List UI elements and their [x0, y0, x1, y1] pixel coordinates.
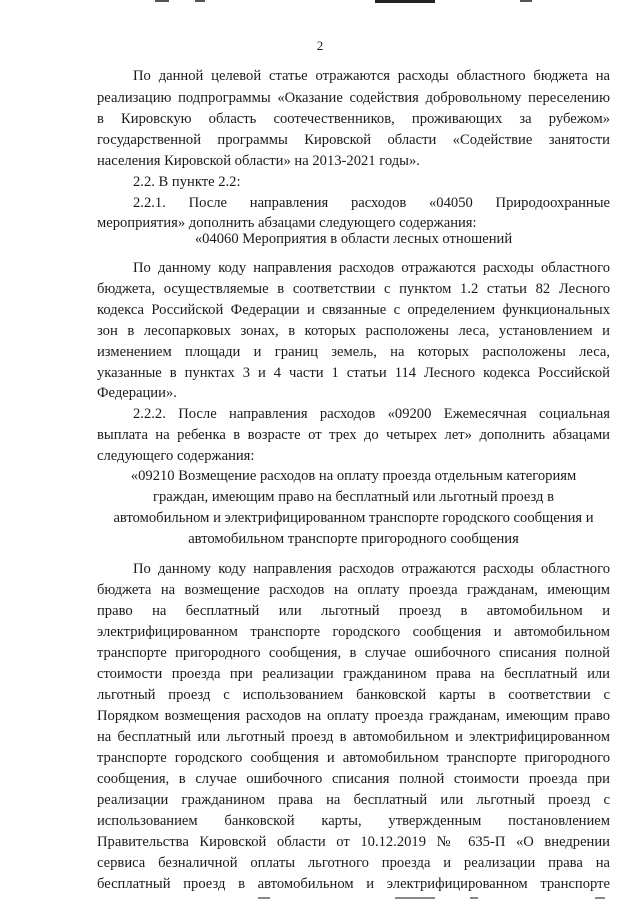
text-line: сервиса безналичной оплаты льготного проезда и реализации права на [97, 854, 610, 871]
text-line: мероприятия» дополнить абзацами следующего содержания: [97, 215, 477, 232]
text-line: стоимости проезда при реализации гражданином права на бесплатный или [97, 665, 610, 682]
top-edge-marks [0, 0, 640, 6]
bottom-edge-marks [0, 897, 640, 901]
section-heading: «09210 Возмещение расходов на оплату проезда отдельным категориям [130, 468, 577, 485]
text-line: Порядком возмещения расходов на оплату проезда гражданам, имеющим право [97, 707, 610, 724]
section-heading: автомобильном и электрифицированном транспорте городского сообщения и [113, 510, 594, 527]
text-line: электрифицированном транспорте городского сообщения и автомобильном [97, 623, 610, 640]
text-line: льготный проезд с использованием банковской карты в соответствии с [97, 686, 610, 703]
text-line: указанные в пунктах 3 и 4 части 1 статьи 114 Лесного кодекса Российской [97, 365, 610, 381]
text-line: в Кировскую область соотечественников, проживающих за рубежом» [97, 111, 610, 127]
text-line: бюджета, осуществляемые в соответствии с пунктом 1.2 статьи 82 Лесного [97, 281, 610, 297]
page-number: 2 [316, 38, 324, 53]
text-line: кодекса Российской Федерации и связанные с определением функциональных [97, 302, 610, 318]
text-line: изменением площади и границ земель, на которых расположены леса, [97, 344, 610, 360]
text-line: выплата на ребенка в возрасте от трех до четырех лет» дополнить абзацами [97, 427, 610, 444]
text-line: населения Кировской области» на 2013-2021 годы». [97, 153, 420, 169]
text-line: право на бесплатный или льготный проезд в автомобильном и [97, 602, 610, 619]
section-heading: автомобильном транспорте пригородного сообщения [188, 531, 519, 548]
text-line: государственной программы Кировской области «Содействие занятости [97, 132, 610, 148]
text-line: на бесплатный или льготный проезд в автомобильном и электрифицированном [97, 728, 610, 745]
text-line: бюджета на возмещение расходов на оплату проезда гражданам, имеющим [97, 581, 610, 598]
text-line: реализации гражданином права на бесплатный или льготный проезд с [97, 791, 610, 808]
section-heading: «04060 Мероприятия в области лесных отношений [194, 231, 513, 248]
text-line: По данному коду направления расходов отражаются расходы областного [133, 560, 610, 577]
text-line: реализацию подпрограммы «Оказание содействия добровольному переселению [97, 90, 610, 106]
text-line: следующего содержания: [97, 448, 255, 465]
text-line: сообщения, в случае ошибочного списания полной стоимости проезда при [97, 770, 610, 787]
text-line: Федерации». [97, 385, 177, 402]
text-line: зон в лесопарковых зонах, в которых расположены леса, установлением и [97, 323, 610, 339]
text-line: транспорте городского сообщения и автомобильном транспорте пригородного [97, 749, 610, 766]
section-heading: граждан, имеющим право на бесплатный или льготный проезд в [152, 489, 555, 506]
text-line: транспорте пригородного сообщения, в случае ошибочного списания полной [97, 644, 610, 661]
text-line: 2.2.2. После направления расходов «09200 Ежемесячная социальная [133, 406, 610, 423]
text-line: 2.2.1. После направления расходов «04050 Природоохранные [133, 195, 610, 211]
text-line: бесплатный проезд в автомобильном и электрифицированном транспорте [97, 875, 610, 892]
text-line: По данной целевой статье отражаются расходы областного бюджета на [133, 68, 610, 84]
text-line: 2.2. В пункте 2.2: [133, 174, 241, 190]
text-line: По данному коду направления расходов отражаются расходы областного [133, 260, 610, 276]
text-line: использованием банковской карты, утвержденным постановлением [97, 812, 610, 829]
text-line: Правительства Кировской области от 10.12.2019 № 635-П «О внедрении [97, 833, 610, 850]
